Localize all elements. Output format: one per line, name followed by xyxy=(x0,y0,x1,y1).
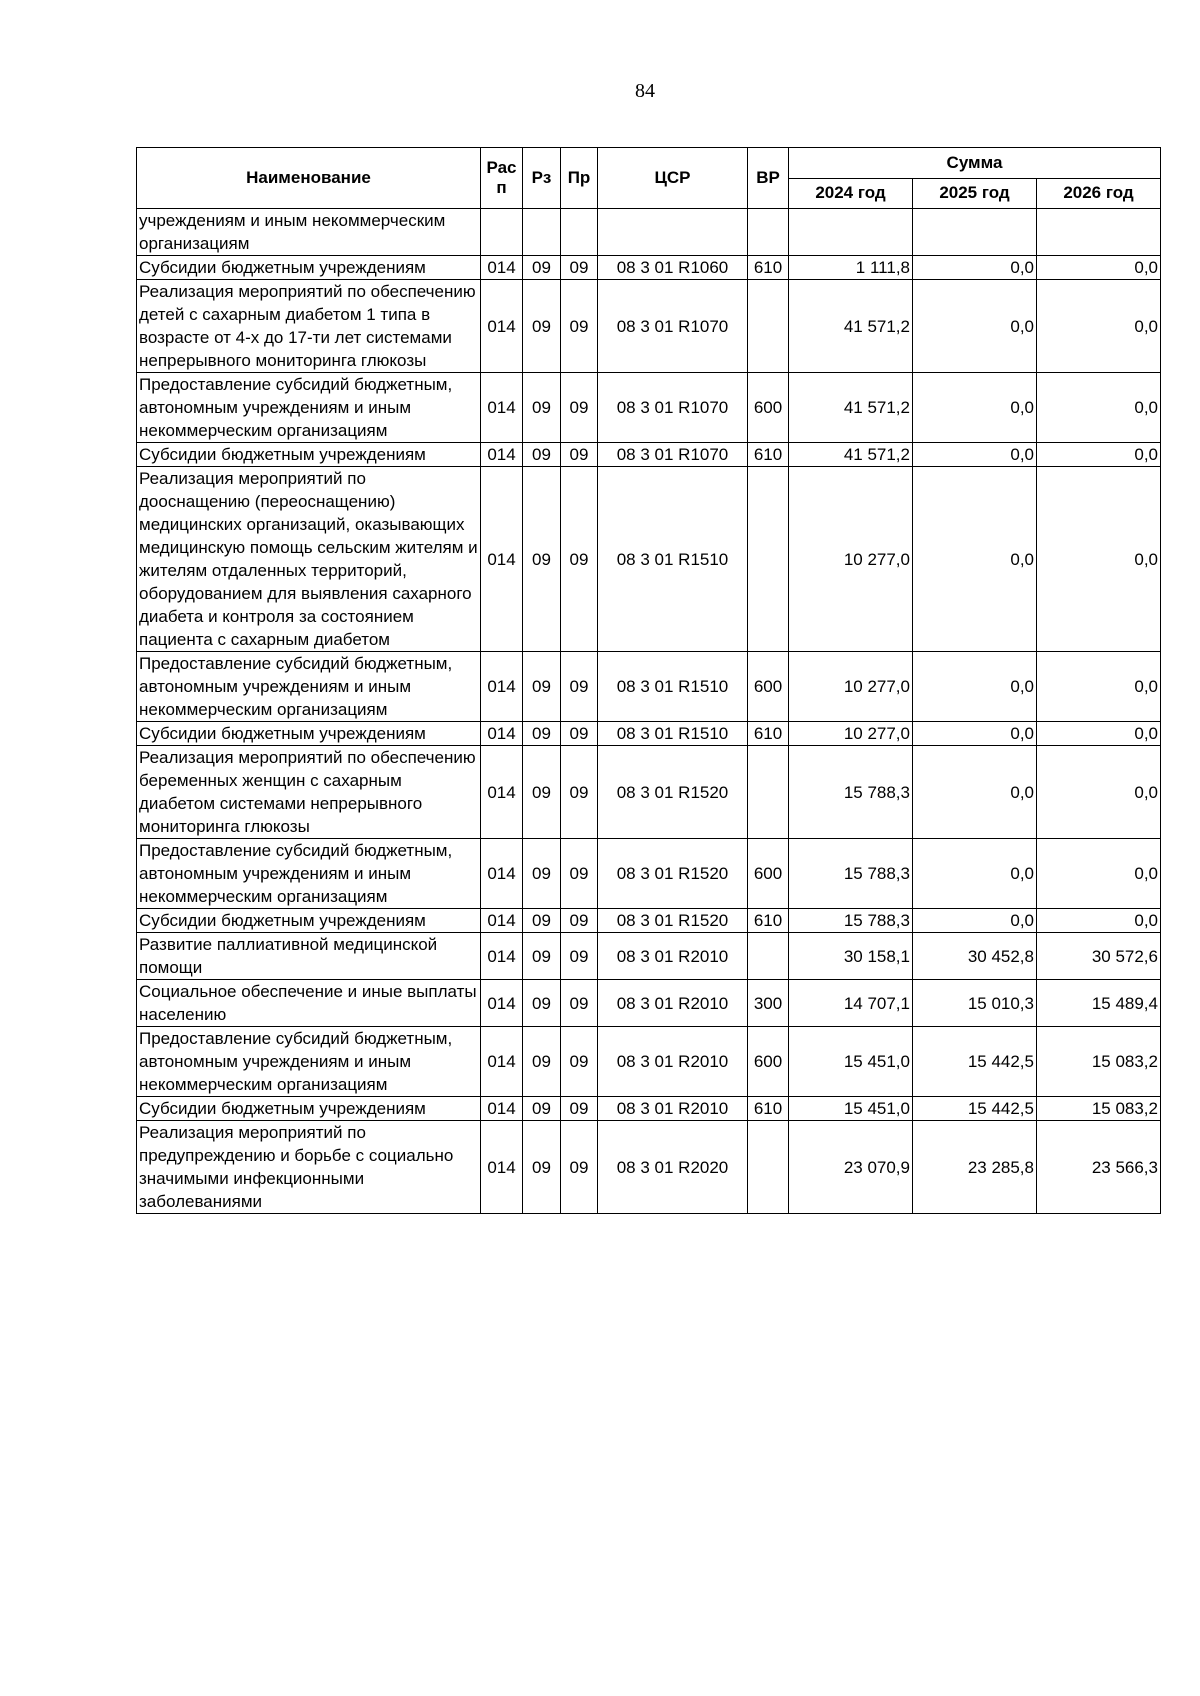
cell-rasp: 014 xyxy=(481,980,523,1027)
cell-csr: 08 3 01 R1520 xyxy=(598,839,748,909)
cell-vr xyxy=(748,209,789,256)
cell-name: Реализация мероприятий по предупреждению и борьбе с социально значимыми инфекционными заболеваниями xyxy=(137,1121,481,1214)
table-row xyxy=(137,933,1161,980)
cell-pr: 09 xyxy=(561,1097,598,1121)
table-row xyxy=(137,373,1161,443)
table-row xyxy=(137,1027,1161,1097)
cell-pr: 09 xyxy=(561,722,598,746)
cell-2025: 0,0 xyxy=(913,443,1037,467)
cell-2025: 0,0 xyxy=(913,652,1037,722)
cell-rz: 09 xyxy=(523,652,561,722)
cell-rz xyxy=(523,209,561,256)
table-row xyxy=(137,209,1161,256)
cell-csr xyxy=(598,209,748,256)
cell-vr xyxy=(748,1121,789,1214)
cell-pr: 09 xyxy=(561,652,598,722)
cell-csr: 08 3 01 R2010 xyxy=(598,1027,748,1097)
page-number: 84 xyxy=(635,80,655,102)
cell-2024: 41 571,2 xyxy=(789,373,913,443)
cell-csr: 08 3 01 R1070 xyxy=(598,280,748,373)
cell-2025: 0,0 xyxy=(913,280,1037,373)
cell-pr: 09 xyxy=(561,443,598,467)
cell-pr: 09 xyxy=(561,909,598,933)
table-row xyxy=(137,839,1161,909)
table-row xyxy=(137,746,1161,839)
cell-2026: 0,0 xyxy=(1037,839,1161,909)
cell-name: Субсидии бюджетным учреждениям xyxy=(137,443,481,467)
cell-csr: 08 3 01 R2010 xyxy=(598,980,748,1027)
cell-2026: 15 083,2 xyxy=(1037,1027,1161,1097)
table-row xyxy=(137,1121,1161,1214)
header-rz: Рз xyxy=(523,148,561,209)
cell-rasp: 014 xyxy=(481,722,523,746)
cell-vr xyxy=(748,280,789,373)
cell-vr: 600 xyxy=(748,1027,789,1097)
cell-vr xyxy=(748,746,789,839)
cell-2026: 0,0 xyxy=(1037,467,1161,652)
cell-rz: 09 xyxy=(523,980,561,1027)
cell-vr: 610 xyxy=(748,256,789,280)
cell-name: Предоставление субсидий бюджетным, автономным учреждениям и иным некоммерческим организациям xyxy=(137,839,481,909)
cell-csr: 08 3 01 R1520 xyxy=(598,909,748,933)
cell-rasp: 014 xyxy=(481,909,523,933)
header-rasp: Рас п xyxy=(481,148,523,209)
cell-2024: 15 788,3 xyxy=(789,839,913,909)
cell-2025: 15 442,5 xyxy=(913,1097,1037,1121)
cell-csr: 08 3 01 R2010 xyxy=(598,933,748,980)
cell-name: Субсидии бюджетным учреждениям xyxy=(137,256,481,280)
cell-csr: 08 3 01 R2010 xyxy=(598,1097,748,1121)
cell-pr: 09 xyxy=(561,980,598,1027)
cell-2025: 0,0 xyxy=(913,467,1037,652)
header-vr: ВР xyxy=(748,148,789,209)
header-year-2025: 2025 год xyxy=(913,178,1037,209)
cell-rz: 09 xyxy=(523,256,561,280)
cell-csr: 08 3 01 R1520 xyxy=(598,746,748,839)
cell-2025: 0,0 xyxy=(913,722,1037,746)
cell-rasp: 014 xyxy=(481,443,523,467)
cell-pr: 09 xyxy=(561,839,598,909)
cell-rasp: 014 xyxy=(481,280,523,373)
header-pr: Пр xyxy=(561,148,598,209)
cell-rz: 09 xyxy=(523,722,561,746)
cell-csr: 08 3 01 R1070 xyxy=(598,373,748,443)
cell-vr: 610 xyxy=(748,1097,789,1121)
cell-pr: 09 xyxy=(561,1027,598,1097)
cell-vr: 610 xyxy=(748,909,789,933)
table-body xyxy=(137,209,1161,1214)
table-row xyxy=(137,980,1161,1027)
table-row xyxy=(137,909,1161,933)
table-row xyxy=(137,467,1161,652)
cell-csr: 08 3 01 R1510 xyxy=(598,652,748,722)
header-summa: Сумма xyxy=(789,148,1161,179)
cell-name: Субсидии бюджетным учреждениям xyxy=(137,722,481,746)
cell-pr: 09 xyxy=(561,467,598,652)
cell-rz: 09 xyxy=(523,1121,561,1214)
cell-2025: 0,0 xyxy=(913,909,1037,933)
cell-2025: 30 452,8 xyxy=(913,933,1037,980)
cell-vr: 600 xyxy=(748,839,789,909)
header-csr: ЦСР xyxy=(598,148,748,209)
header-year-2024: 2024 год xyxy=(789,178,913,209)
cell-rasp: 014 xyxy=(481,933,523,980)
table-row xyxy=(137,1097,1161,1121)
cell-rz: 09 xyxy=(523,933,561,980)
cell-pr: 09 xyxy=(561,746,598,839)
cell-csr: 08 3 01 R1060 xyxy=(598,256,748,280)
cell-rz: 09 xyxy=(523,280,561,373)
cell-2026: 30 572,6 xyxy=(1037,933,1161,980)
header-year-2026: 2026 год xyxy=(1037,178,1161,209)
cell-name: учреждениям и иным некоммерческим организациям xyxy=(137,209,481,256)
cell-name: Реализация мероприятий по обеспечению детей с сахарным диабетом 1 типа в возрасте от 4-х до 17-ти лет системами непрерывного мониторинга глюкозы xyxy=(137,280,481,373)
cell-2024: 23 070,9 xyxy=(789,1121,913,1214)
cell-name: Реализация мероприятий по обеспечению беременных женщин с сахарным диабетом системами непрерывного мониторинга глюкозы xyxy=(137,746,481,839)
cell-2026: 15 083,2 xyxy=(1037,1097,1161,1121)
cell-2025: 0,0 xyxy=(913,373,1037,443)
table-row xyxy=(137,280,1161,373)
cell-rasp: 014 xyxy=(481,1097,523,1121)
cell-2024: 15 788,3 xyxy=(789,909,913,933)
cell-rasp: 014 xyxy=(481,1027,523,1097)
cell-2024: 10 277,0 xyxy=(789,652,913,722)
cell-pr xyxy=(561,209,598,256)
cell-2024: 15 788,3 xyxy=(789,746,913,839)
cell-vr: 600 xyxy=(748,652,789,722)
cell-2025: 0,0 xyxy=(913,746,1037,839)
table-row xyxy=(137,652,1161,722)
cell-csr: 08 3 01 R1070 xyxy=(598,443,748,467)
cell-2026: 0,0 xyxy=(1037,746,1161,839)
cell-2026: 0,0 xyxy=(1037,280,1161,373)
cell-2024: 30 158,1 xyxy=(789,933,913,980)
table-row xyxy=(137,443,1161,467)
cell-rasp: 014 xyxy=(481,1121,523,1214)
cell-pr: 09 xyxy=(561,1121,598,1214)
cell-2025: 0,0 xyxy=(913,839,1037,909)
cell-2026 xyxy=(1037,209,1161,256)
cell-name: Субсидии бюджетным учреждениям xyxy=(137,1097,481,1121)
cell-2024: 41 571,2 xyxy=(789,280,913,373)
cell-2025: 15 442,5 xyxy=(913,1027,1037,1097)
cell-2026: 0,0 xyxy=(1037,443,1161,467)
cell-rz: 09 xyxy=(523,839,561,909)
cell-rasp: 014 xyxy=(481,839,523,909)
cell-rz: 09 xyxy=(523,909,561,933)
cell-csr: 08 3 01 R1510 xyxy=(598,722,748,746)
cell-2026: 0,0 xyxy=(1037,373,1161,443)
cell-rasp: 014 xyxy=(481,652,523,722)
cell-vr: 300 xyxy=(748,980,789,1027)
cell-2024: 15 451,0 xyxy=(789,1027,913,1097)
cell-vr: 610 xyxy=(748,443,789,467)
cell-name: Социальное обеспечение и иные выплаты населению xyxy=(137,980,481,1027)
cell-rasp xyxy=(481,209,523,256)
cell-2024: 1 111,8 xyxy=(789,256,913,280)
cell-2026: 0,0 xyxy=(1037,652,1161,722)
cell-csr: 08 3 01 R1510 xyxy=(598,467,748,652)
cell-2025: 23 285,8 xyxy=(913,1121,1037,1214)
cell-rz: 09 xyxy=(523,467,561,652)
cell-pr: 09 xyxy=(561,373,598,443)
cell-name: Субсидии бюджетным учреждениям xyxy=(137,909,481,933)
cell-vr: 610 xyxy=(748,722,789,746)
cell-csr: 08 3 01 R2020 xyxy=(598,1121,748,1214)
cell-rz: 09 xyxy=(523,1097,561,1121)
cell-vr xyxy=(748,467,789,652)
cell-2024 xyxy=(789,209,913,256)
cell-name: Предоставление субсидий бюджетным, автономным учреждениям и иным некоммерческим организациям xyxy=(137,373,481,443)
cell-name: Реализация мероприятий по дооснащению (переоснащению) медицинских организаций, оказывающих медицинскую помощь сельским жителям и жителям отдаленных территорий, оборудованием для выявления сахарного диабета и контроля за состоянием пациента с сахарным диабетом xyxy=(137,467,481,652)
cell-rasp: 014 xyxy=(481,373,523,443)
cell-2025 xyxy=(913,209,1037,256)
cell-name: Предоставление субсидий бюджетным, автономным учреждениям и иным некоммерческим организациям xyxy=(137,652,481,722)
cell-2024: 41 571,2 xyxy=(789,443,913,467)
cell-rz: 09 xyxy=(523,1027,561,1097)
budget-table xyxy=(136,147,1161,1214)
cell-2026: 0,0 xyxy=(1037,909,1161,933)
cell-2026: 0,0 xyxy=(1037,722,1161,746)
cell-2024: 14 707,1 xyxy=(789,980,913,1027)
cell-2024: 10 277,0 xyxy=(789,722,913,746)
cell-pr: 09 xyxy=(561,280,598,373)
table-row xyxy=(137,256,1161,280)
cell-rz: 09 xyxy=(523,443,561,467)
cell-name: Развитие паллиативной медицинской помощи xyxy=(137,933,481,980)
cell-pr: 09 xyxy=(561,933,598,980)
cell-rasp: 014 xyxy=(481,256,523,280)
table-row xyxy=(137,722,1161,746)
cell-2025: 0,0 xyxy=(913,256,1037,280)
cell-name: Предоставление субсидий бюджетным, автономным учреждениям и иным некоммерческим организациям xyxy=(137,1027,481,1097)
cell-2024: 15 451,0 xyxy=(789,1097,913,1121)
cell-pr: 09 xyxy=(561,256,598,280)
cell-2026: 0,0 xyxy=(1037,256,1161,280)
cell-2024: 10 277,0 xyxy=(789,467,913,652)
cell-2025: 15 010,3 xyxy=(913,980,1037,1027)
cell-rz: 09 xyxy=(523,746,561,839)
cell-vr: 600 xyxy=(748,373,789,443)
cell-rz: 09 xyxy=(523,373,561,443)
cell-rasp: 014 xyxy=(481,467,523,652)
cell-2026: 23 566,3 xyxy=(1037,1121,1161,1214)
cell-vr xyxy=(748,933,789,980)
cell-rasp: 014 xyxy=(481,746,523,839)
header-name: Наименование xyxy=(137,148,481,209)
cell-2026: 15 489,4 xyxy=(1037,980,1161,1027)
